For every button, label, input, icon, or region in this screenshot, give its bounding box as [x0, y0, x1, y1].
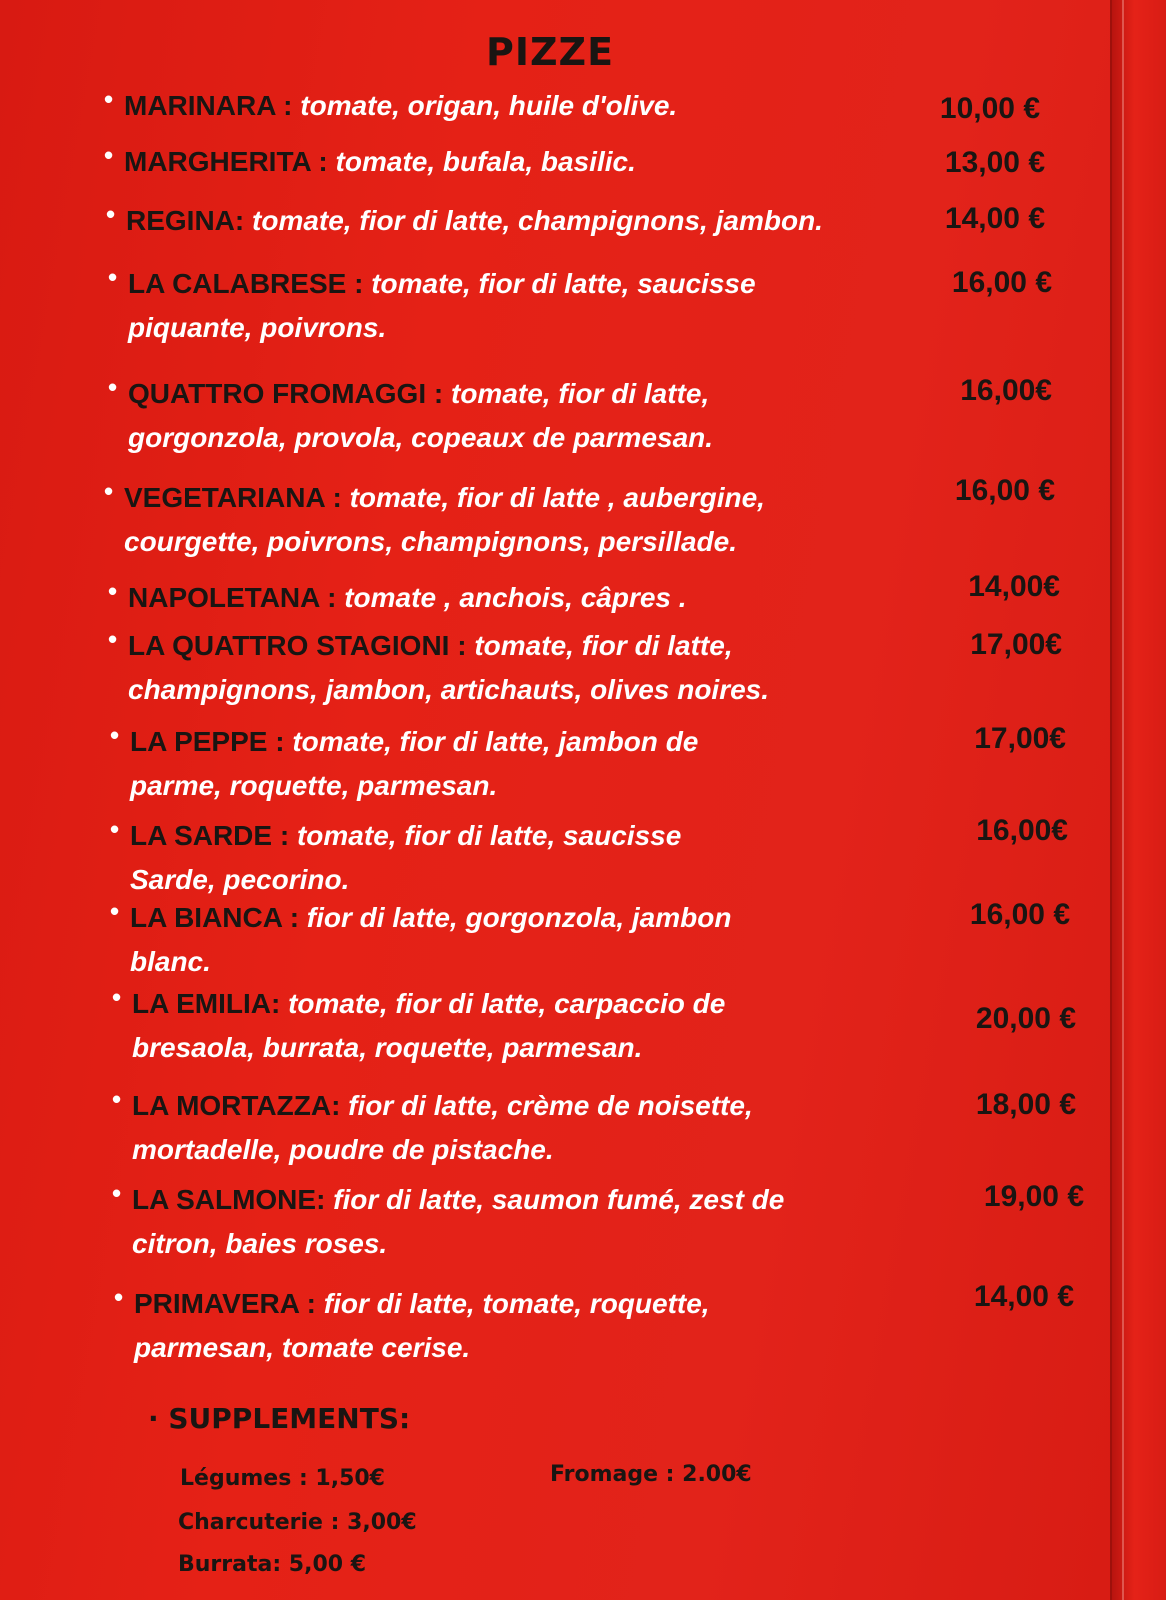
supplement-legumes: Légumes : 1,50€: [180, 1466, 385, 1491]
item-name: LA SALMONE:: [132, 1184, 326, 1215]
bullet: •: [108, 576, 118, 606]
item-price: 19,00 €: [983, 1180, 1084, 1213]
item-name: PRIMAVERA :: [134, 1288, 316, 1319]
item-description: tomate, fior di latte, champignons, jambon.: [252, 205, 823, 236]
item-description: tomate, origan, huile d'olive.: [300, 90, 678, 121]
item-name: VEGETARIANA :: [124, 482, 342, 513]
bullet: •: [108, 624, 118, 654]
fold-crease: [1122, 0, 1124, 1600]
item-price: 16,00 €: [954, 474, 1055, 507]
item-price: 10,00 €: [939, 92, 1040, 125]
item-description: tomate, fior di latte, carpaccio de bresaola, burrata, roquette, parmesan.: [132, 988, 726, 1063]
item-description: tomate, fior di latte, saucisse piquante, poivrons.: [128, 268, 756, 343]
bullet: •: [106, 199, 116, 229]
item-description: tomate, fior di latte, jambon de parme, roquette, parmesan.: [130, 726, 699, 801]
item-price: 20,00 €: [975, 1002, 1076, 1035]
supplements-title: · SUPPLEMENTS:: [148, 1402, 411, 1435]
item-description: fior di latte, tomate, roquette, parmesan, tomate cerise.: [134, 1288, 710, 1363]
item-name: LA EMILIA:: [132, 988, 281, 1019]
item-description: tomate , anchois, câpres .: [344, 582, 687, 613]
item-name: LA QUATTRO STAGIONI :: [128, 630, 467, 661]
item-name: LA MORTAZZA:: [132, 1090, 341, 1121]
bullet: •: [110, 896, 120, 926]
supplement-burrata: Burrata: 5,00 €: [178, 1552, 367, 1577]
menu-cover-flap: [1110, 0, 1166, 1600]
item-price: 14,00€: [968, 570, 1060, 603]
item-price: 16,00 €: [969, 898, 1070, 931]
bullet: •: [112, 1084, 122, 1114]
item-description: tomate, bufala, basilic.: [335, 146, 636, 177]
item-name: REGINA:: [126, 205, 245, 236]
bullet: •: [108, 372, 118, 402]
item-name: LA PEPPE :: [130, 726, 285, 757]
bullet: •: [112, 982, 122, 1012]
item-price: 17,00€: [974, 722, 1066, 755]
item-name: MARINARA :: [124, 90, 293, 121]
item-price: 18,00 €: [975, 1088, 1076, 1121]
item-price: 16,00 €: [951, 266, 1052, 299]
item-price: 16,00€: [960, 374, 1052, 407]
menu-title: PIZZE: [485, 30, 615, 74]
item-price: 17,00€: [970, 628, 1062, 661]
item-name: NAPOLETANA :: [128, 582, 337, 613]
item-description: tomate, fior di latte, champignons, jambon, artichauts, olives noires.: [128, 630, 770, 705]
bullet: •: [104, 84, 114, 114]
item-description: tomate, fior di latte , aubergine, courgette, poivrons, champignons, persillade.: [124, 482, 765, 557]
item-description: fior di latte, gorgonzola, jambon blanc.: [130, 902, 732, 977]
bullet: •: [110, 720, 120, 750]
item-description: fior di latte, crème de noisette, mortadelle, poudre de pistache.: [132, 1090, 753, 1165]
bullet: •: [104, 140, 114, 170]
bullet: •: [112, 1178, 122, 1208]
supplement-charcuterie: Charcuterie : 3,00€: [178, 1510, 417, 1535]
item-name: MARGHERITA :: [124, 146, 328, 177]
item-description: fior di latte, saumon fumé, zest de citron, baies roses.: [132, 1184, 785, 1259]
bullet: •: [108, 262, 118, 292]
item-name: QUATTRO FROMAGGI :: [128, 378, 444, 409]
bullet: •: [110, 814, 120, 844]
item-price: 13,00 €: [944, 146, 1045, 179]
item-name: LA CALABRESE :: [128, 268, 364, 299]
item-name: LA BIANCA :: [130, 902, 300, 933]
item-description: tomate, fior di latte, saucisse Sarde, pecorino.: [130, 820, 682, 895]
item-price: 16,00€: [976, 814, 1068, 847]
item-price: 14,00 €: [944, 202, 1045, 235]
bullet: •: [104, 476, 114, 506]
item-description: tomate, fior di latte, gorgonzola, provola, copeaux de parmesan.: [128, 378, 714, 453]
bullet: •: [114, 1282, 124, 1312]
supplement-fromage: Fromage : 2.00€: [550, 1462, 752, 1487]
item-price: 14,00 €: [973, 1280, 1074, 1313]
item-name: LA SARDE :: [130, 820, 290, 851]
